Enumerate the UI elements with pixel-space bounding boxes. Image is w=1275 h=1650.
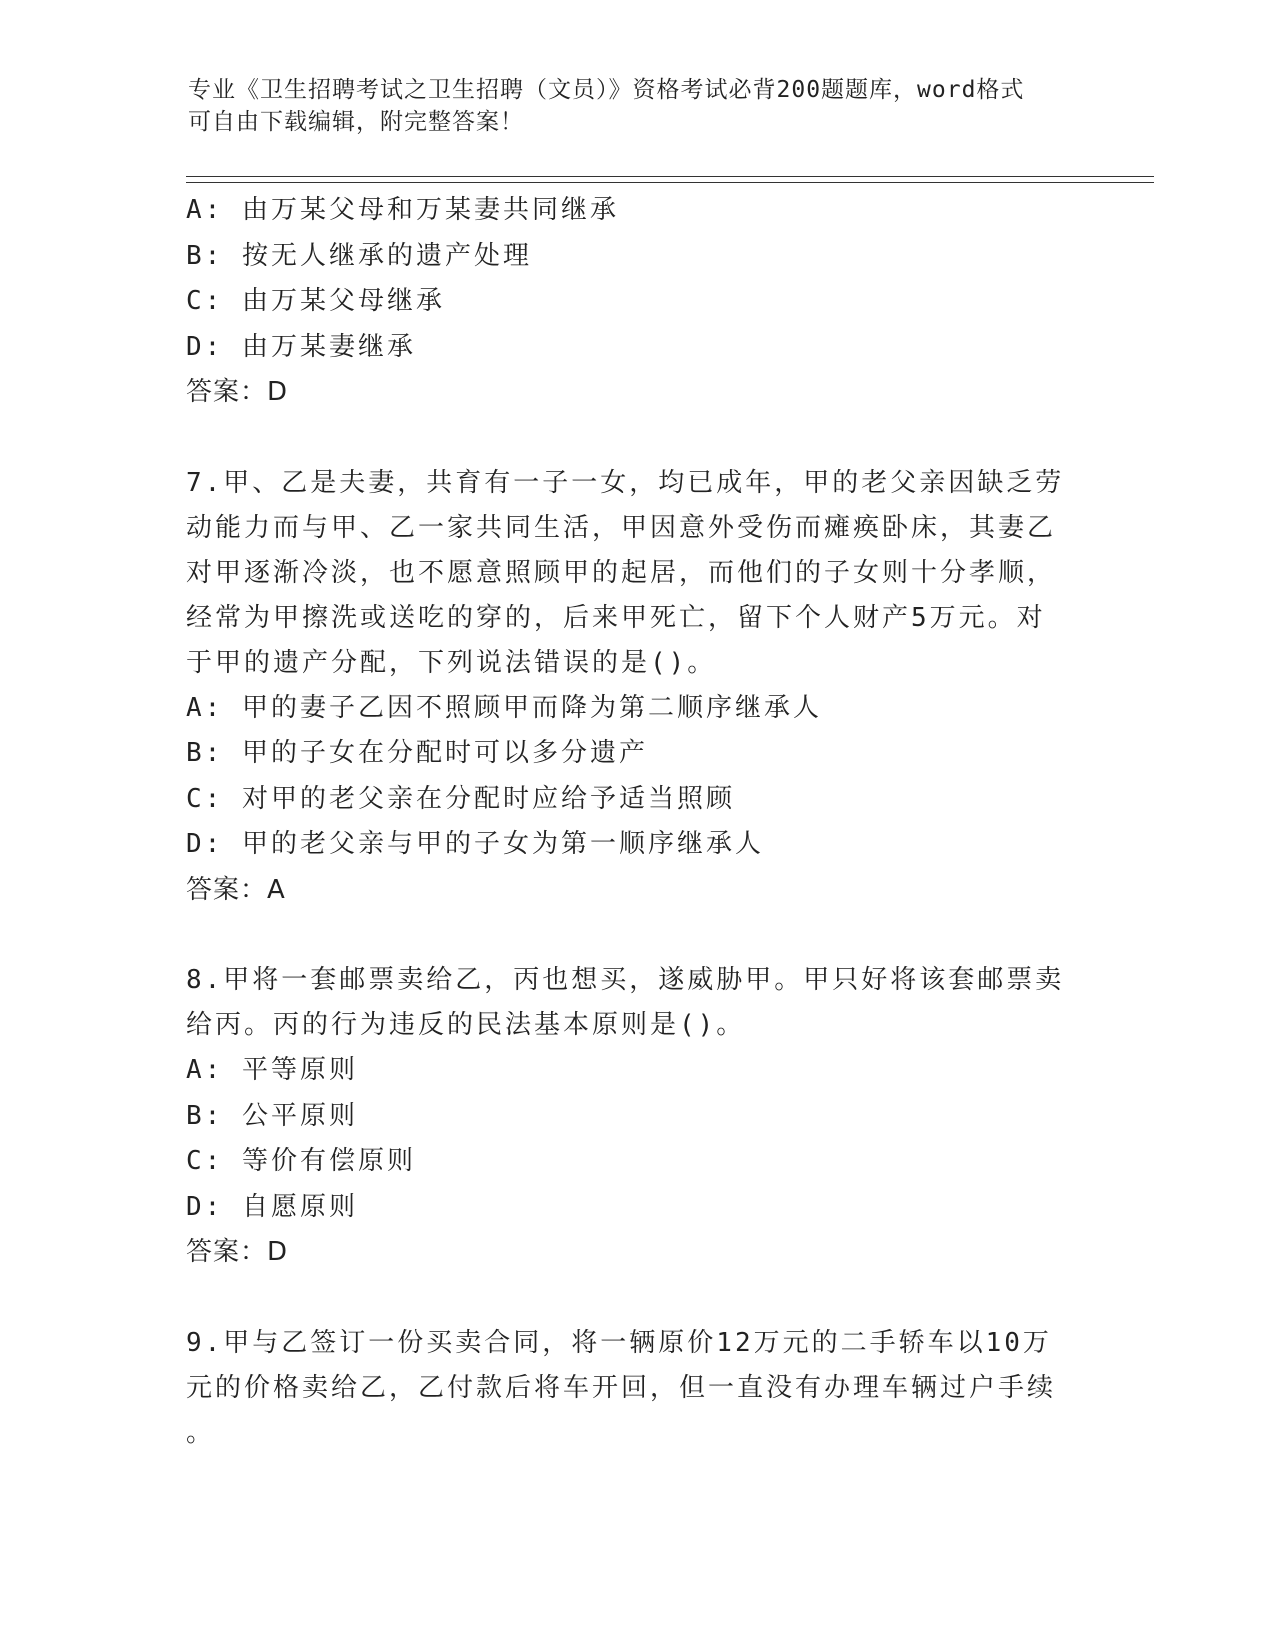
option-a: A: 平等原则	[186, 1055, 358, 1085]
option-d: D: 由万某妻继承	[186, 331, 416, 362]
option-c: C: 等价有偿原则	[186, 1146, 416, 1176]
option-a: A: 甲的妻子乙因不照顾甲而降为第二顺序继承人	[186, 692, 822, 723]
question-stem-line: 8.甲将一套邮票卖给乙，丙也想买，遂威胁甲。甲只好将该套邮票卖	[186, 965, 1065, 995]
option-d: D: 甲的老父亲与甲的子女为第一顺序继承人	[186, 829, 764, 859]
answer: 答案：A	[186, 874, 286, 905]
question-7	[186, 461, 1066, 914]
document-body	[186, 188, 1066, 1456]
question-8	[186, 958, 1066, 1276]
question-stem-line: 给丙。丙的行为违反的民法基本原则是()。	[186, 1010, 746, 1040]
question-stem-line: 经常为甲擦洗或送吃的穿的，后来甲死亡，留下个人财产5万元。对	[186, 602, 1046, 633]
question-stem-line: 7.甲、乙是夫妻，共育有一子一女，均已成年，甲的老父亲因缺乏劳	[186, 467, 1065, 498]
question-stem-line: 动能力而与甲、乙一家共同生活，甲因意外受伤而瘫痪卧床，其妻乙	[186, 512, 1057, 543]
question-stem-line: 。	[186, 1417, 216, 1448]
header-line-1: 专业《卫生招聘考试之卫生招聘（文员）》资格考试必背200题题库，word格式	[188, 77, 1025, 103]
option-c: C: 由万某父母继承	[186, 286, 445, 316]
question-stem-line: 元的价格卖给乙，乙付款后将车开回，但一直没有办理车辆过户手续	[186, 1372, 1057, 1403]
question-stem-line: 于甲的遗产分配，下列说法错误的是()。	[186, 647, 717, 678]
spacer	[186, 1276, 1066, 1321]
option-d: D: 自愿原则	[186, 1191, 358, 1222]
header-rule-top	[186, 176, 1154, 177]
option-b: B: 按无人继承的遗产处理	[186, 240, 532, 271]
answer: 答案：D	[186, 377, 289, 407]
document-header	[188, 74, 1088, 138]
question-9	[186, 1321, 1066, 1456]
spacer	[186, 416, 1066, 461]
header-rule-bottom	[186, 182, 1154, 183]
option-a: A: 由万某父母和万某妻共同继承	[186, 195, 619, 225]
question-6	[186, 188, 1066, 416]
question-stem-line: 对甲逐渐冷淡，也不愿意照顾甲的起居，而他们的子女则十分孝顺，	[186, 557, 1057, 588]
spacer	[186, 913, 1066, 958]
answer: 答案：D	[186, 1237, 289, 1267]
option-c: C: 对甲的老父亲在分配时应给予适当照顾	[186, 783, 735, 814]
option-b: B: 甲的子女在分配时可以多分遗产	[186, 738, 648, 768]
question-stem-line: 9.甲与乙签订一份买卖合同，将一辆原价12万元的二手轿车以10万	[186, 1327, 1052, 1358]
option-b: B: 公平原则	[186, 1100, 358, 1131]
header-line-2: 可自由下载编辑，附完整答案！	[188, 109, 524, 135]
